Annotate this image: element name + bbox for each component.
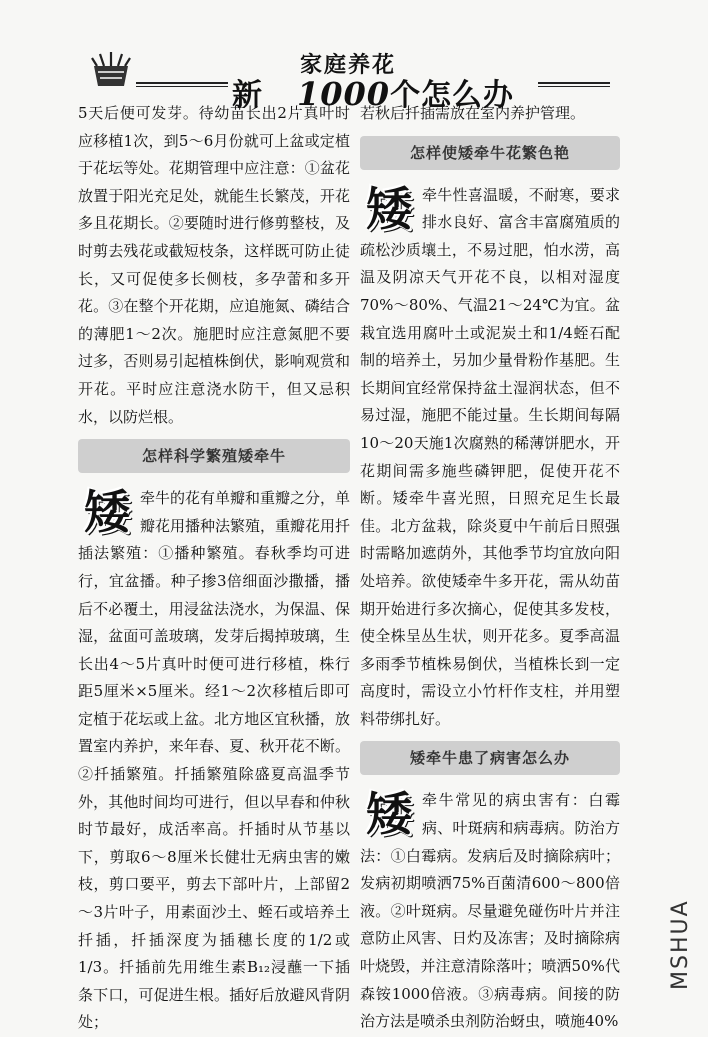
section-title-blooming: 怎样使矮牵牛花繁色艳 [360, 136, 620, 170]
header-suffix: 个怎么办 [390, 78, 515, 113]
section-text-blooming: 牵牛性喜温暖，不耐寒，要求排水良好、富含丰富腐殖质的疏松沙质壤土，不易过肥，怕水涝，高温及阴凉天气开花不良，以相对湿度70%～80%、气温21～24℃为宜。盆栽宜选用腐叶土或泥炭土和1/4蛭石配制的培养土，另加少量骨粉作基肥。生长期间宜经常保持盆土湿润状态，但不易过湿，施肥不能过量。生长期间每隔10～20天施1次腐熟的稀薄饼肥水，开花期间需多施些磷钾肥，促使开花不断。矮牵牛喜光照，日照充足生长最佳。北方盆栽，除炎夏中午前后日照强时需略加遮荫外，其他季节均宜放向阳处培养。欲使矮牵牛多开花，需从幼苗期开始进行多次摘心，促使其多发枝，使全株呈丛生状，则开花多。夏季高温多雨季节植株易倒伏，当植株长到一定高度时，需设立小竹杆作支柱，并用塑料带绑扎好。 [360, 185, 620, 728]
watermark: MSHUA [668, 899, 693, 990]
section-body-propagation [78, 485, 350, 1037]
drop-cap: 矮 [366, 181, 412, 236]
header-number: 1000 [297, 75, 391, 113]
right-intro-text: 若秋后扦插需放在室内养护管理。 [360, 104, 586, 122]
left-intro-text: 5天后便可发芽。待幼苗长出2片真叶时应移植1次，到5～6月份就可上盆或定植于花坛等处。花期管理中应注意：①盆花放置于阳光充足处，就能生长繁茂，开花多且花期长。②要随时进行修剪整枝，及时剪去残花或截短枝条，这样既可防止徒长，又可促使多长侧枝，多孕蕾和多开花。③在整个开花期，应追施氮、磷结合的薄肥1～2次。施肥时应注意氮肥不要过多，否则易引起植株倒伏，影响观赏和开花。平时应注意浇水防干，但又忌积水，以防烂根。 [78, 104, 350, 426]
section-text-disease: 牵牛常见的病虫害有：白霉病、叶斑病和病毒病。防治方法：①白霉病。发病后及时摘除病叶；发病初期喷洒75%百菌清600～800倍液。②叶斑病。尽量避免碰伤叶片并注意防止风害、日灼及冻害；及时摘除病叶烧毁，并注意清除落叶；喷洒50%代森铵1000倍液。③病毒病。间接的防治方法是喷杀虫剂防治蚜虫，喷施40% [360, 791, 620, 1031]
section-body-disease [360, 787, 620, 1035]
flower-pot-icon [88, 48, 134, 88]
section-title-propagation: 怎样科学繁殖矮牵牛 [78, 439, 350, 473]
drop-cap: 矮 [84, 485, 130, 540]
header-title-small: 家庭养花 [300, 53, 397, 78]
section-text-propagation: 牵牛的花有单瓣和重瓣之分，单瓣花用播种法繁殖，重瓣花用扦插法繁殖：①播种繁殖。春秋季均可进行，宜盆播。种子掺3倍细面沙撒播，播后不必覆土，用浸盆法浇水，为保温、保湿，盆面可盖玻璃，发芽后揭掉玻璃，生长出4～5片真叶时便可进行移植，株行距5厘米×5厘米。经1～2次移植后即可定植于花坛或上盆。北方地区宜秋播，放置室内养护，来年春、夏、秋开花不断。②扦插繁殖。扦插繁殖除盛夏高温季节外，其他时间均可进行，但以早春和仲秋时节最好，成活率高。扦插时从节基以下，剪取6～8厘米长健壮无病虫害的嫩枝，剪口要平，剪去下部叶片，上部留2～3片叶子，用素面沙土、蛭石或培养土扦插，扦插深度为插穗长度的1/2或1/3。扦插前先用维生素B₁₂浸蘸一下插条下口，可促进生根。插好后放避风背阴处； [78, 489, 351, 1032]
header-prefix: 新 [232, 78, 263, 113]
header-rule-right [538, 82, 610, 84]
section-title-disease: 矮牵牛患了病害怎么办 [360, 741, 620, 775]
right-column [360, 100, 620, 1036]
section-body-blooming [360, 182, 620, 734]
page-header [0, 0, 708, 112]
drop-cap: 矮 [366, 787, 412, 842]
header-rule-left [136, 82, 228, 84]
left-column [78, 100, 350, 1037]
